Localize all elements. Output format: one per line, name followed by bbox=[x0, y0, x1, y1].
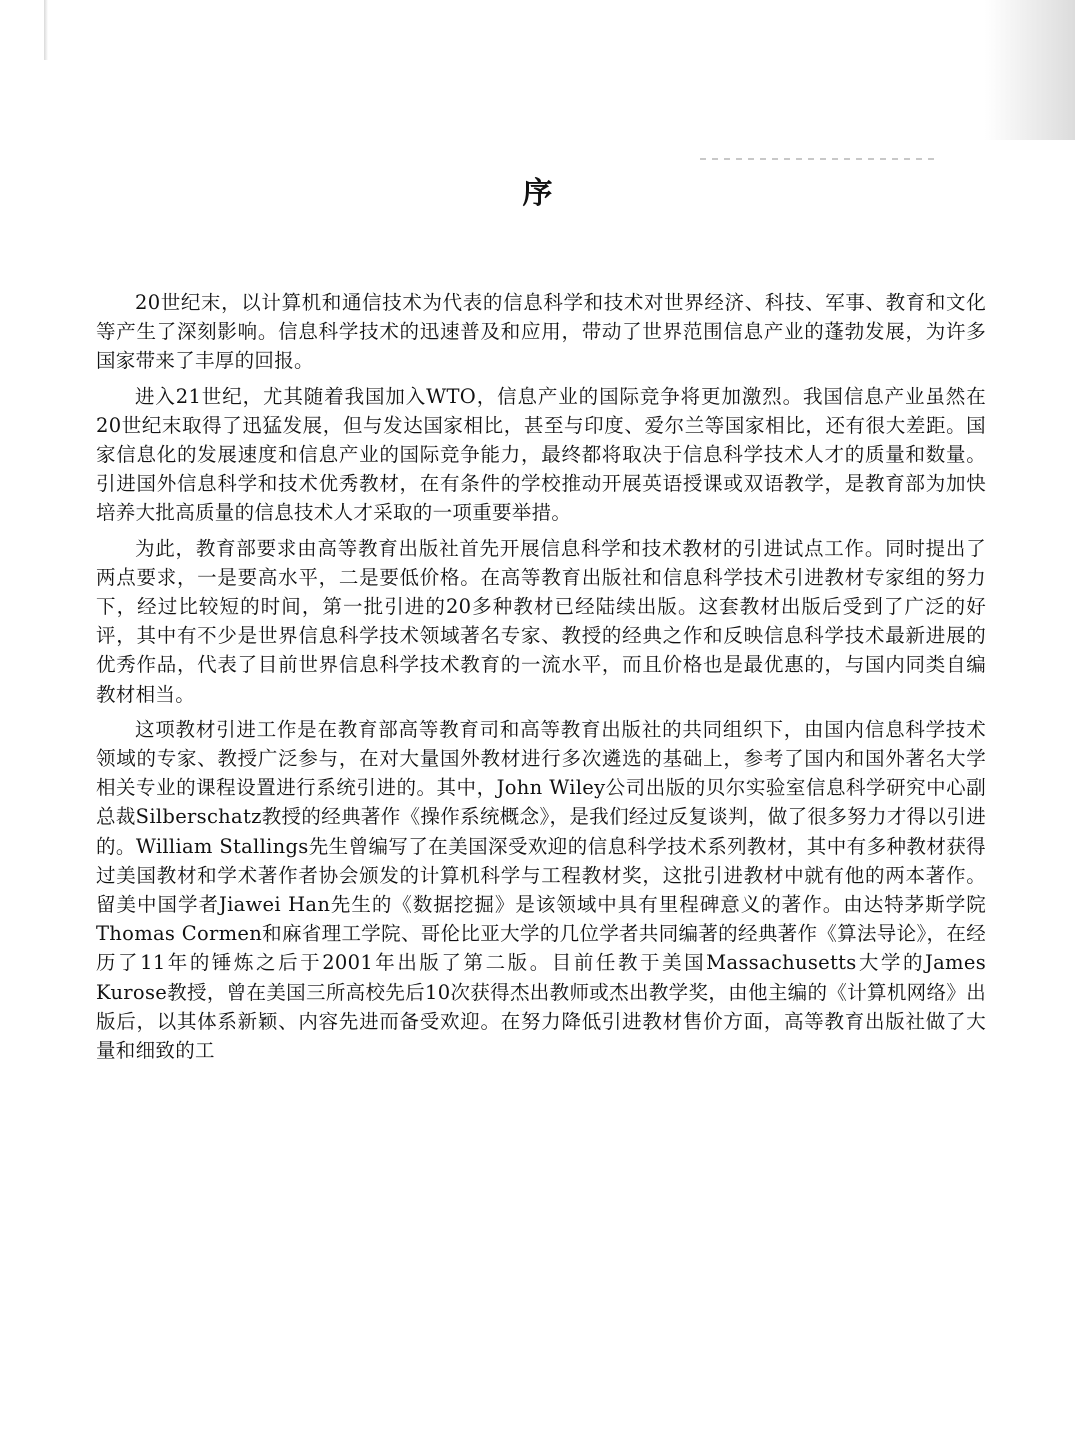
scan-edge-artifact bbox=[44, 0, 48, 60]
paragraph-2: 进入21世纪，尤其随着我国加入WTO，信息产业的国际竞争将更加激烈。我国信息产业虽然在20世纪末取得了迅猛发展，但与发达国家相比，甚至与印度、爱尔兰等国家相比，还有很大差距。国家信息化的发展速度和信息产业的国际竞争能力，最终都将取决于信息科学技术人才的质量和数量。引进国外信息科学和技术优秀教材，在有条件的学校推动开展英语授课或双语教学，是教育部为加快培养大批高质量的信息技术人才采取的一项重要举措。 bbox=[96, 384, 986, 525]
paragraph-1: 20世纪末，以计算机和通信技术为代表的信息科学和技术对世界经济、科技、军事、教育和文化等产生了深刻影响。信息科学技术的迅速普及和应用，带动了世界范围信息产业的蓬勃发展，为许多国家带来了丰厚的回报。 bbox=[96, 291, 986, 373]
scan-bleed-artifact bbox=[700, 158, 940, 160]
scan-corner-artifact bbox=[985, 0, 1075, 140]
body-text bbox=[96, 288, 986, 1071]
paragraph-3: 为此，教育部要求由高等教育出版社首先开展信息科学和技术教材的引进试点工作。同时提出了两点要求，一是要高水平，二是要低价格。在高等教育出版社和信息科学技术引进教材专家组的努力下，经过比较短的时间，第一批引进的20多种教材已经陆续出版。这套教材出版后受到了广泛的好评，其中有不少是世界信息科学技术领域著名专家、教授的经典之作和反映信息科学技术最新进展的优秀作品，代表了目前世界信息科学技术教育的一流水平，而且价格也是最优惠的，与国内同类自编教材相当。 bbox=[96, 536, 986, 706]
paragraph-4: 这项教材引进工作是在教育部高等教育司和高等教育出版社的共同组织下，由国内信息科学技术领域的专家、教授广泛参与，在对大量国外教材进行多次遴选的基础上，参考了国内和国外著名大学相关专业的课程设置进行系统引进的。其中，John Wiley公司出版的贝尔实验室信息科学研究中心副总裁Silberschatz教授的经典著作《操作系统概念》，是我们经过反复谈判，做了很多努力才得以引进的。William Stallings先生曾编写了在美国深受欢迎的信息科学技术系列教材，其中有多种教材获得过美国教材和学术著作者协会颁发的计算机科学与工程教材奖，这批引进教材中就有他的两本著作。留美中国学者Jiawei Han先生的《数据挖掘》是该领域中具有里程碑意义的著作。由达特茅斯学院Thomas Cormen和麻省理工学院、哥伦比亚大学的几位学者共同编著的经典著作《算法导论》，在经历了11年的锤炼之后于2001年出版了第二版。目前任教于美国Massachusetts大学的James Kurose教授，曾在美国三所高校先后10次获得杰出教师或杰出教学奖，由他主编的《计算机网络》出版后，以其体系新颖、内容先进而备受欢迎。在努力降低引进教材售价方面，高等教育出版社做了大量和细致的工 bbox=[96, 717, 986, 1063]
page-title: 序 bbox=[522, 176, 553, 211]
